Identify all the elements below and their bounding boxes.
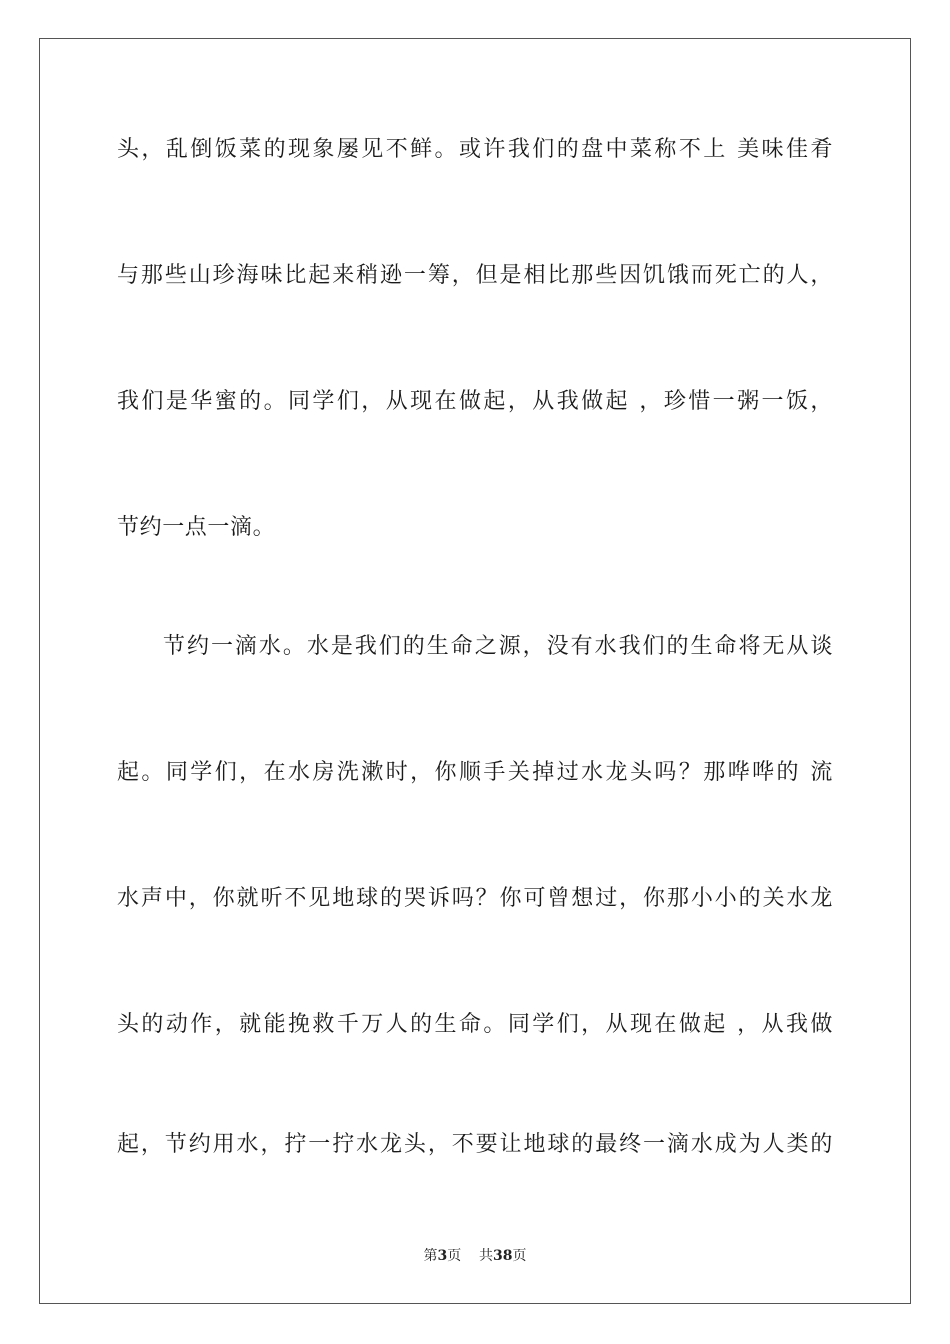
paragraph-line: 与那些山珍海味比起来稍逊一筹，但是相比那些因饥饿而死亡的人， [117, 263, 833, 288]
paragraph-line: 节约一滴水。水是我们的生命之源，没有水我们的生命将无从谈 [163, 634, 833, 659]
total-prefix: 共 [479, 1248, 494, 1264]
paragraph-line: 起。同学们，在水房洗漱时，你顺手关掉过水龙头吗？那哗哗的 流 [117, 760, 833, 785]
paragraph-line: 我们是华蜜的。同学们，从现在做起，从我做起 ，珍惜一粥一饭， [117, 389, 833, 414]
page-prefix: 第 [423, 1248, 438, 1264]
total-pages: 38 [493, 1248, 513, 1264]
page-suffix: 页 [447, 1248, 462, 1264]
page-footer [0, 1246, 950, 1266]
paragraph-line: 水声中，你就听不见地球的哭诉吗？你可曾想过，你那小小的关水龙 [117, 886, 833, 911]
paragraph-line: 头的动作，就能挽救千万人的生命。同学们，从现在做起 ，从我做 [117, 1012, 833, 1037]
paragraph-line: 头，乱倒饭菜的现象屡见不鲜。或许我们的盘中菜称不上 美味佳肴 [117, 137, 833, 162]
total-suffix: 页 [512, 1248, 527, 1264]
page-number: 3 [437, 1248, 448, 1264]
paragraph-line: 起，节约用水，拧一拧水龙头，不要让地球的最终一滴水成为人类的 [117, 1132, 833, 1157]
paragraph-line: 节约一点一滴。 [117, 515, 276, 540]
page-border [39, 38, 911, 1304]
